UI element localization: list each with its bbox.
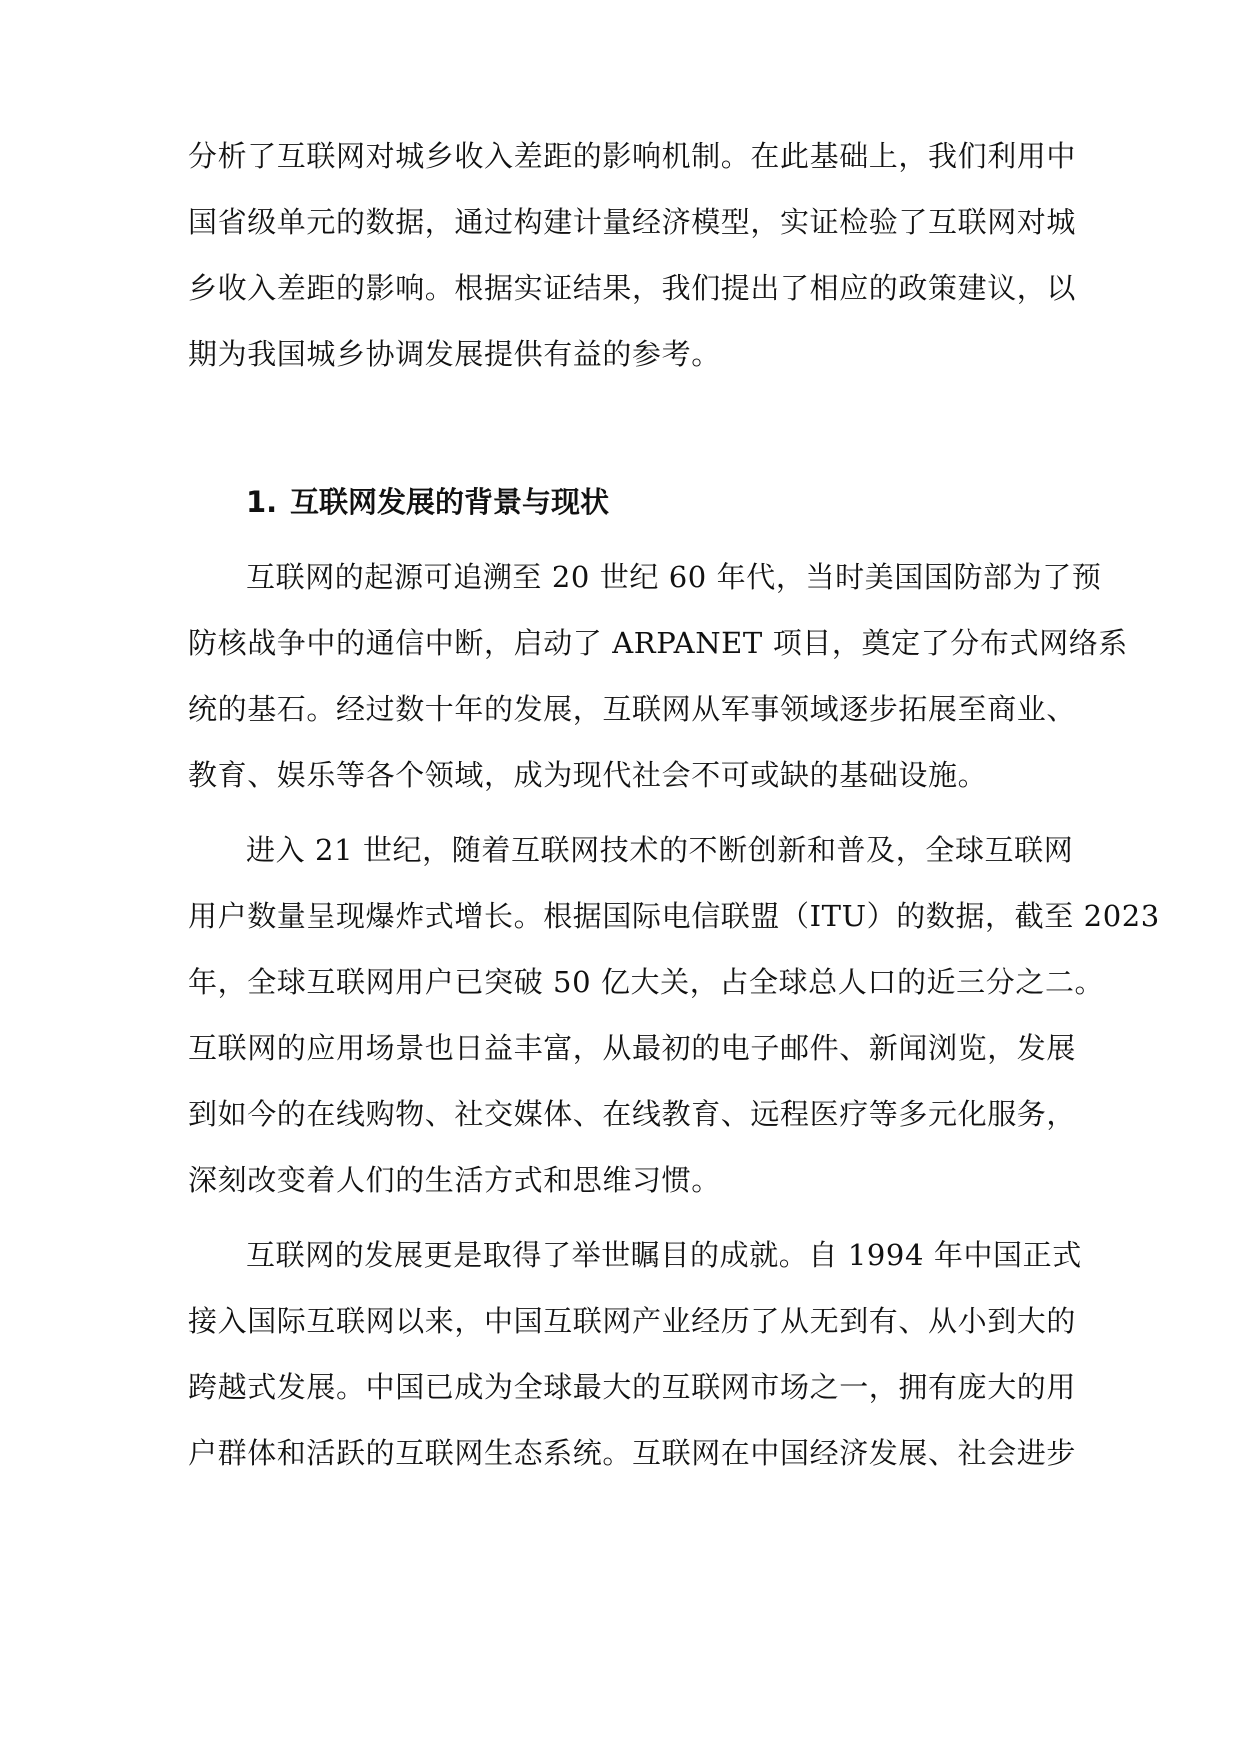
- intro-line-1: 分析了互联网对城乡收入差距的影响机制。在此基础上，我们利用中: [188, 139, 1077, 173]
- paragraph-2-line-1: 进入 21 世纪，随着互联网技术的不断创新和普及，全球互联网: [246, 833, 1074, 867]
- paragraph-2-line-5: 到如今的在线购物、社交媒体、在线教育、远程医疗等多元化服务，: [188, 1097, 1077, 1131]
- paragraph-2-line-4: 互联网的应用场景也日益丰富，从最初的电子邮件、新闻浏览，发展: [188, 1031, 1077, 1065]
- paragraph-2-line-2: 用户数量呈现爆炸式增长。根据国际电信联盟（ITU）的数据，截至 2023: [188, 899, 1160, 933]
- section-number: 1.: [246, 485, 278, 519]
- paragraph-3-line-1: 互联网的发展更是取得了举世瞩目的成就。自 1994 年中国正式: [246, 1238, 1082, 1272]
- paragraph-2-line-6: 深刻改变着人们的生活方式和思维习惯。: [188, 1163, 721, 1197]
- section-title: 互联网发展的背景与现状: [290, 485, 610, 519]
- paragraph-2-line-3: 年，全球互联网用户已突破 50 亿大关，占全球总人口的近三分之二。: [188, 965, 1105, 999]
- paragraph-1-line-3: 统的基石。经过数十年的发展，互联网从军事领域逐步拓展至商业、: [188, 692, 1077, 726]
- intro-line-3: 乡收入差距的影响。根据实证结果，我们提出了相应的政策建议，以: [188, 271, 1077, 305]
- paragraph-3-line-2: 接入国际互联网以来，中国互联网产业经历了从无到有、从小到大的: [188, 1304, 1077, 1338]
- paragraph-3-line-4: 户群体和活跃的互联网生态系统。互联网在中国经济发展、社会进步: [188, 1436, 1077, 1470]
- paragraph-1-line-4: 教育、娱乐等各个领域，成为现代社会不可或缺的基础设施。: [188, 758, 988, 792]
- paragraph-3-line-3: 跨越式发展。中国已成为全球最大的互联网市场之一，拥有庞大的用: [188, 1370, 1077, 1404]
- intro-line-2: 国省级单元的数据，通过构建计量经济模型，实证检验了互联网对城: [188, 205, 1077, 239]
- paragraph-1-line-2: 防核战争中的通信中断，启动了 ARPANET 项目，奠定了分布式网络系: [188, 626, 1128, 660]
- paragraph-1-line-1: 互联网的起源可追溯至 20 世纪 60 年代，当时美国国防部为了预: [246, 560, 1102, 594]
- section-heading: [246, 480, 609, 524]
- intro-line-4: 期为我国城乡协调发展提供有益的参考。: [188, 337, 721, 371]
